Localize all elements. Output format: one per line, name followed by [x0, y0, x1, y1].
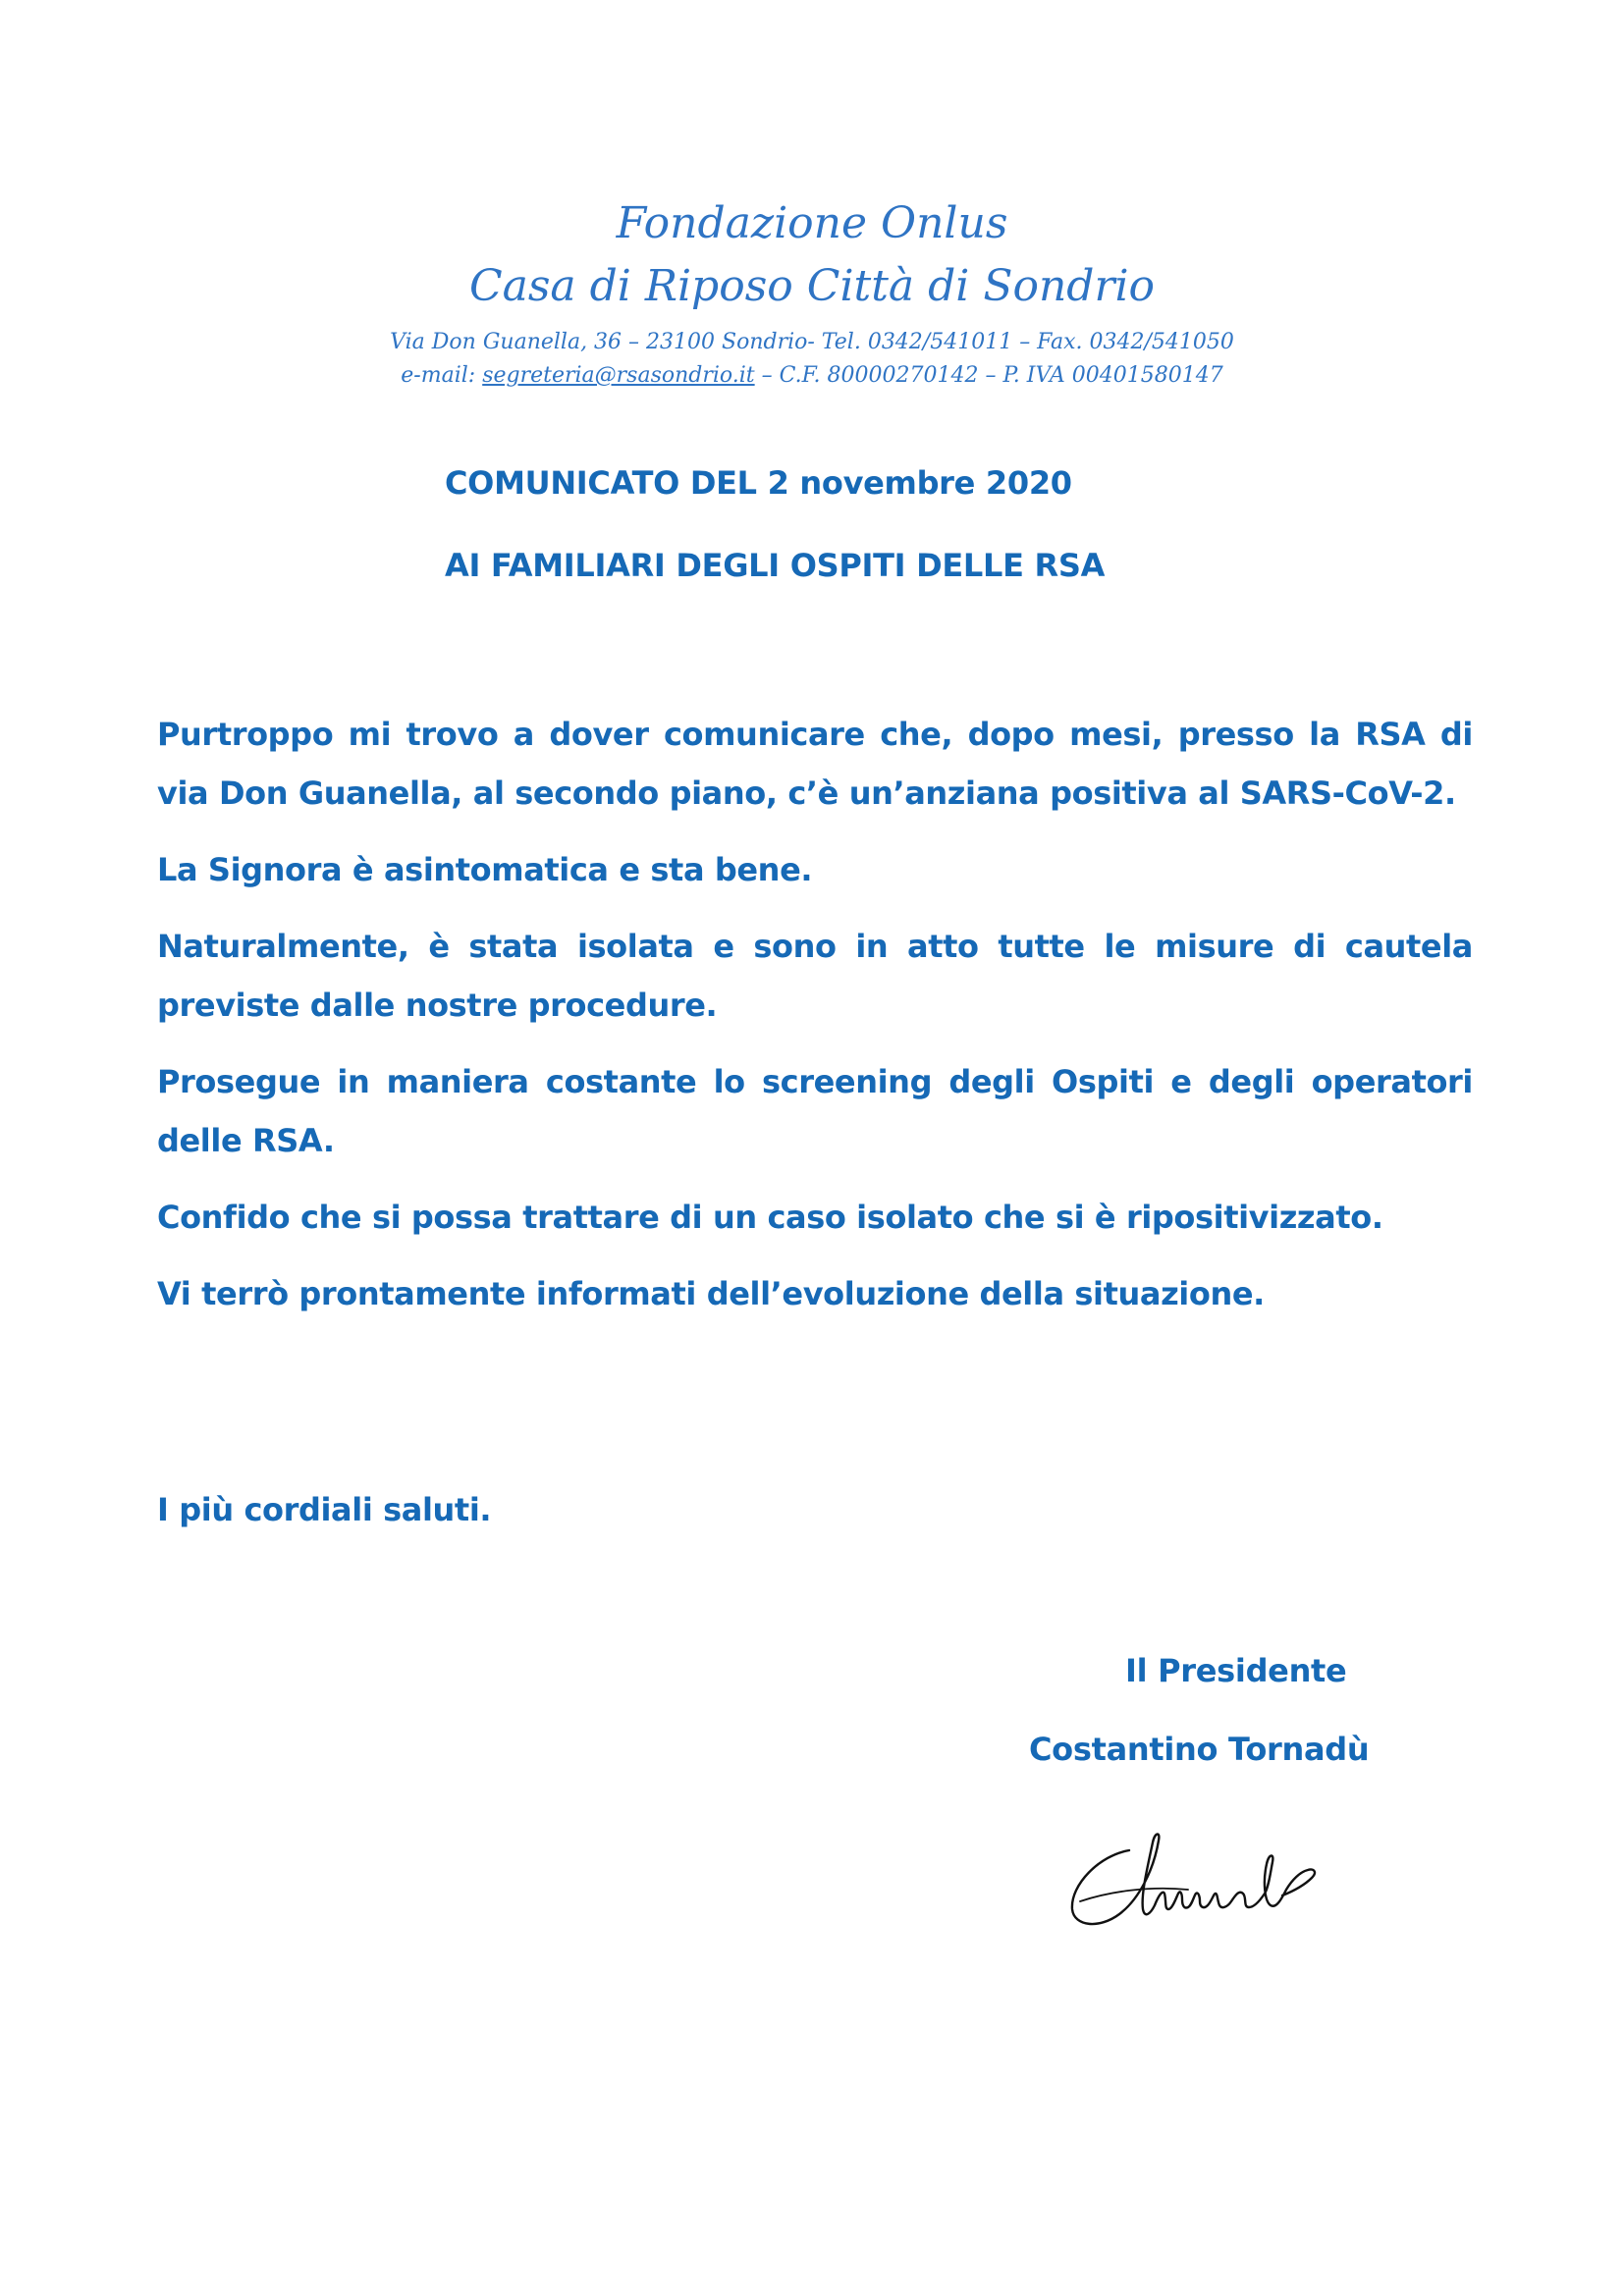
- signatory-title: Il Presidente: [1125, 1652, 1347, 1689]
- letterhead-contact: [0, 359, 1624, 393]
- letterhead-institution: Casa di Riposo Città di Sondrio: [468, 261, 1156, 311]
- body-paragraph: Vi terrò prontamente informati dell’evoluzione della situazione.: [157, 1275, 1265, 1312]
- email-prefix: e-mail:: [401, 363, 483, 388]
- notice-recipient-heading: AI FAMILIARI DEGLI OSPITI DELLE RSA: [445, 547, 1106, 584]
- email-link[interactable]: segreteria@rsasondrio.it: [482, 363, 755, 388]
- letterhead: [0, 192, 1624, 393]
- notice-date-heading: COMUNICATO DEL 2 novembre 2020: [445, 464, 1072, 502]
- handwritten-signature: [1060, 1811, 1335, 1949]
- body-paragraph: Prosegue in maniera costante lo screening degli Ospiti e degli operatori delle RSA.: [157, 1063, 1473, 1159]
- letterhead-foundation: Fondazione Onlus: [616, 198, 1008, 248]
- fiscal-info: – C.F. 80000270142 – P. IVA 00401580147: [754, 363, 1223, 388]
- body-paragraph: Purtroppo mi trovo a dover comunicare che, dopo mesi, presso la RSA di via Don Guanella, al secondo piano, c’è un’anziana positiva al SARS-CoV-2.: [157, 716, 1473, 812]
- letter-body: [157, 705, 1473, 1341]
- letterhead-address: Via Don Guanella, 36 – 23100 Sondrio- Tel. 0342/541011 – Fax. 0342/541050: [390, 330, 1234, 354]
- body-paragraph: La Signora è asintomatica e sta bene.: [157, 851, 813, 888]
- body-paragraph: Confido che si possa trattare di un caso isolato che si è ripositivizzato.: [157, 1199, 1383, 1236]
- closing-greeting: I più cordiali saluti.: [157, 1491, 492, 1528]
- signatory-name: Costantino Tornadù: [1029, 1731, 1370, 1768]
- body-paragraph: Naturalmente, è stata isolata e sono in atto tutte le misure di cautela previste dalle nostre procedure.: [157, 928, 1473, 1024]
